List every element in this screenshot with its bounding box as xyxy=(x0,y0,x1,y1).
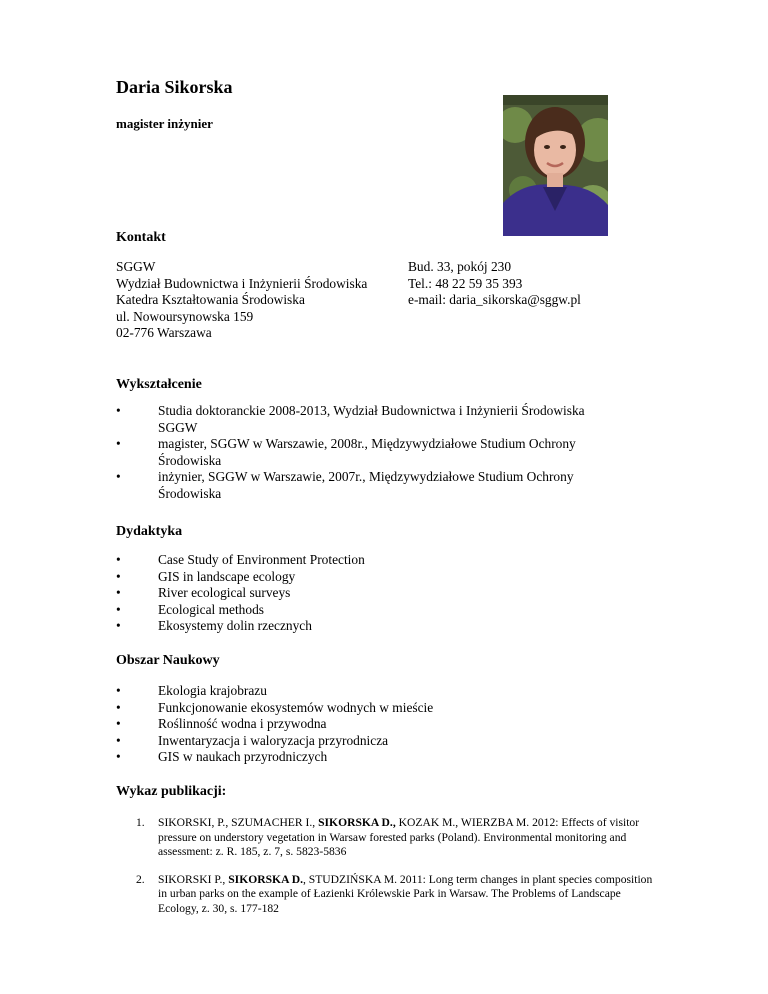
contact-phone: Tel.: 48 22 59 35 393 xyxy=(408,275,523,291)
list-item: GIS w naukach przyrodniczych xyxy=(158,749,328,764)
person-title: magister inżynier xyxy=(116,116,213,131)
section-heading-publications: Wykaz publikacji: xyxy=(116,784,227,799)
list-item: Roślinność wodna i przywodna xyxy=(158,716,327,731)
list-item: inżynier, SGGW w Warszawie, 2007r., Międzywydziałowe Studium Ochrony Środowiska xyxy=(158,469,574,501)
publication-item: 2. SIKORSKI P., SIKORSKA D., STUDZIŃSKA M. 2011: Long term changes in plant species composition in urban parks on the example of Łazienki Królewskie Park in Warsaw. The Problems of Landscape Ecology, z. 30, s. 177-182 xyxy=(136,872,653,915)
education-list xyxy=(116,403,616,502)
list-item: Ekosystemy dolin rzecznych xyxy=(158,618,312,633)
portrait-photo xyxy=(503,95,608,236)
person-name: Daria Sikorska xyxy=(116,77,233,97)
highlighted-author: SIKORSKA D., xyxy=(318,816,396,829)
contact-email[interactable]: e-mail: daria_sikorska@sggw.pl xyxy=(408,292,581,307)
contact-line: ul. Nowoursynowska 159 xyxy=(116,308,254,324)
list-item: Case Study of Environment Protection xyxy=(158,552,365,567)
contact-room: Bud. 33, pokój 230 xyxy=(408,259,512,274)
person-portrait-icon xyxy=(503,95,608,236)
publication-number: 2. xyxy=(136,872,145,886)
highlighted-author: SIKORSKA D. xyxy=(228,872,303,886)
list-item: magister, SGGW w Warszawie, 2008r., Międzywydziałowe Studium Ochrony Środowiska xyxy=(158,436,576,468)
research-list xyxy=(116,683,536,766)
publication-list xyxy=(116,816,656,930)
list-item: River ecological surveys xyxy=(158,585,291,600)
list-item: Ekologia krajobrazu xyxy=(158,683,267,698)
list-item: GIS in landscape ecology xyxy=(158,568,296,584)
list-item: Ecological methods xyxy=(158,601,264,617)
section-heading-education: Wykształcenie xyxy=(116,377,202,392)
teaching-list xyxy=(116,552,516,635)
contact-line: Katedra Kształtowania Środowiska xyxy=(116,292,305,307)
contact-line: SGGW xyxy=(116,259,156,274)
contact-details xyxy=(408,259,581,309)
contact-line: Wydział Budownictwa i Inżynierii Środowiska xyxy=(116,275,368,291)
publication-number: 1. xyxy=(136,816,145,829)
section-heading-teaching: Dydaktyka xyxy=(116,524,183,539)
section-heading-research: Obszar Naukowy xyxy=(116,653,220,668)
contact-line: 02-776 Warszawa xyxy=(116,325,212,340)
list-item: Funkcjonowanie ekosystemów wodnych w mieście xyxy=(158,699,434,715)
publication-item: 1. SIKORSKI, P., SZUMACHER I., SIKORSKA D., KOZAK M., WIERZBA M. 2012: Effects of visitor pressure on understory vegetation in Warsaw forested parks (Poland). Environmental monitoring and assessment: z. R. 185, z. 7, s. 5823-5836 xyxy=(136,816,640,859)
contact-address xyxy=(116,259,367,342)
list-item: Studia doktoranckie 2008-2013, Wydział Budownictwa i Inżynierii Środowiska SGGW xyxy=(158,403,585,435)
list-item: Inwentaryzacja i waloryzacja przyrodnicza xyxy=(158,732,389,748)
section-heading-contact: Kontakt xyxy=(116,230,166,245)
